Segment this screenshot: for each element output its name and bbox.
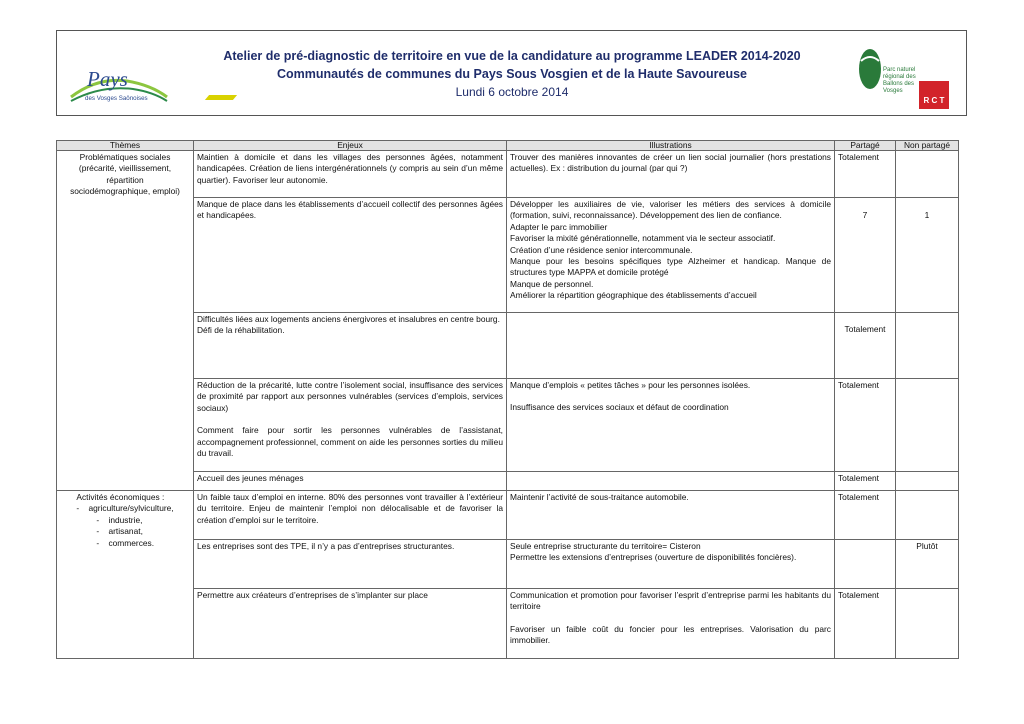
illustrations-cell: Manque d’emplois « petites tâches » pour les personnes isolées. Insuffisance des services sociaux et défaut de coordination bbox=[507, 379, 835, 472]
non-partage-cell bbox=[896, 313, 959, 379]
non-partage-cell bbox=[896, 491, 959, 540]
page-subtitle: Communautés de communes du Pays Sous Vosgien et de la Haute Savoureuse bbox=[276, 67, 748, 81]
enjeux-cell: Manque de place dans les établissements d’accueil collectif des personnes âgées et handicapées. bbox=[194, 198, 507, 313]
col-header-non-partage: Non partagé bbox=[896, 141, 959, 151]
enjeux-cell: Maintien à domicile et dans les villages des personnes âgées, notamment handicapées. Création de liens intergénérationnels (y compris au sein d’un même quartier). Favoriser leur autonomie. bbox=[194, 151, 507, 198]
illustrations-cell bbox=[507, 313, 835, 379]
table-header-row bbox=[57, 141, 959, 151]
partage-cell: 7 bbox=[835, 198, 896, 313]
illustrations-cell: Développer les auxiliaires de vie, valoriser les métiers des services à domicile (formation, suivi, reconnaissance). Développement des lien de confiance. Adapter le parc immobilier Favoriser la mixité générationnelle, notamment via le secteur associatif. Création d’une résidence senior intercommunale. Manque pour les besoins spécifiques type Alzheimer et handicap. Manque de structures type MAPPA et domicile protégé Manque de personnel. Améliorer la répartition géographique des établissements d’accueil bbox=[507, 198, 835, 313]
parc-logo bbox=[857, 47, 916, 107]
enjeux-cell: Un faible taux d’emploi en interne. 80% des personnes vont travailler à l’extérieur du territoire. Enjeu de maintenir l’emploi non délocalisable et de favoriser la création d’emploi sur le territoire. bbox=[194, 491, 507, 540]
page-date: Lundi 6 octobre 2014 bbox=[455, 85, 569, 99]
illustrations-cell: Seule entreprise structurante du territoire= Cisteron Permettre les extensions d’entreprises (ouverture de disponibilités foncières). bbox=[507, 540, 835, 589]
partage-cell: Totalement bbox=[835, 379, 896, 472]
col-header-partage: Partagé bbox=[835, 141, 896, 151]
partage-cell: Totalement bbox=[835, 472, 896, 491]
partage-cell: Totalement bbox=[835, 313, 896, 379]
non-partage-cell bbox=[896, 151, 959, 198]
col-header-illustrations: Illustrations bbox=[507, 141, 835, 151]
col-header-themes: Thèmes bbox=[57, 141, 194, 151]
theme-cell-economy: Activités économiques : - agriculture/sylviculture, - industrie, - artisanat, - commerces. bbox=[57, 491, 194, 659]
non-partage-cell bbox=[896, 379, 959, 472]
partage-cell: Totalement bbox=[835, 491, 896, 540]
col-header-enjeux: Enjeux bbox=[194, 141, 507, 151]
enjeux-cell: Difficultés liées aux logements anciens énergivores et insalubres en centre bourg. Défi de la réhabilitation. bbox=[194, 313, 507, 379]
non-partage-cell: 1 bbox=[896, 198, 959, 313]
pays-logo-subtitle: des Vosges Saônoises bbox=[85, 95, 148, 102]
table-row bbox=[57, 491, 959, 540]
header-box bbox=[56, 30, 967, 116]
title-block bbox=[207, 47, 817, 101]
illustrations-cell bbox=[507, 472, 835, 491]
enjeux-cell: Permettre aux créateurs d’entreprises de s’implanter sur place bbox=[194, 589, 507, 659]
non-partage-cell: Plutôt bbox=[896, 540, 959, 589]
parc-logo-text: Parc naturel régional des Ballons des Vosges bbox=[883, 67, 916, 94]
enjeux-cell: Les entreprises sont des TPE, il n’y a pas d’entreprises structurantes. bbox=[194, 540, 507, 589]
page-title: Atelier de pré-diagnostic de territoire en vue de la candidature au programme LEADER 2014-2020 bbox=[223, 49, 801, 63]
partage-cell: Totalement bbox=[835, 151, 896, 198]
enjeux-cell: Accueil des jeunes ménages bbox=[194, 472, 507, 491]
theme-cell-social: Problématiques sociales (précarité, vieillissement, répartition sociodémographique, emploi) bbox=[57, 151, 194, 491]
illustrations-cell: Communication et promotion pour favoriser l’esprit d’entreprise parmi les habitants du territoire Favoriser un faible coût du foncier pour les entreprises. Valorisation du parc immobilier. bbox=[507, 589, 835, 659]
enjeux-cell: Réduction de la précarité, lutte contre l’isolement social, insuffisance des services de proximité par rapport aux personnes vulnérables (services d’emplois, services sociaux) Comment faire pour sortir les personnes vulnérables de l’assistanat, accompagnement professionnel, comment on aide les personnes sorties du milieu du travail. bbox=[194, 379, 507, 472]
non-partage-cell bbox=[896, 472, 959, 491]
pays-logo bbox=[67, 67, 171, 105]
illustrations-cell: Maintenir l’activité de sous-traitance automobile. bbox=[507, 491, 835, 540]
table-row bbox=[57, 151, 959, 198]
non-partage-cell bbox=[896, 589, 959, 659]
rct-logo: R C T bbox=[919, 81, 949, 109]
partage-cell bbox=[835, 540, 896, 589]
illustrations-cell: Trouver des manières innovantes de créer un lien social journalier (hors prestations actuelles). Ex : distribution du journal (par qui ?) bbox=[507, 151, 835, 198]
partage-cell: Totalement bbox=[835, 589, 896, 659]
pays-logo-text: Pays bbox=[87, 67, 128, 91]
diagnostic-table bbox=[56, 140, 959, 659]
parc-mountain-icon bbox=[857, 47, 883, 97]
